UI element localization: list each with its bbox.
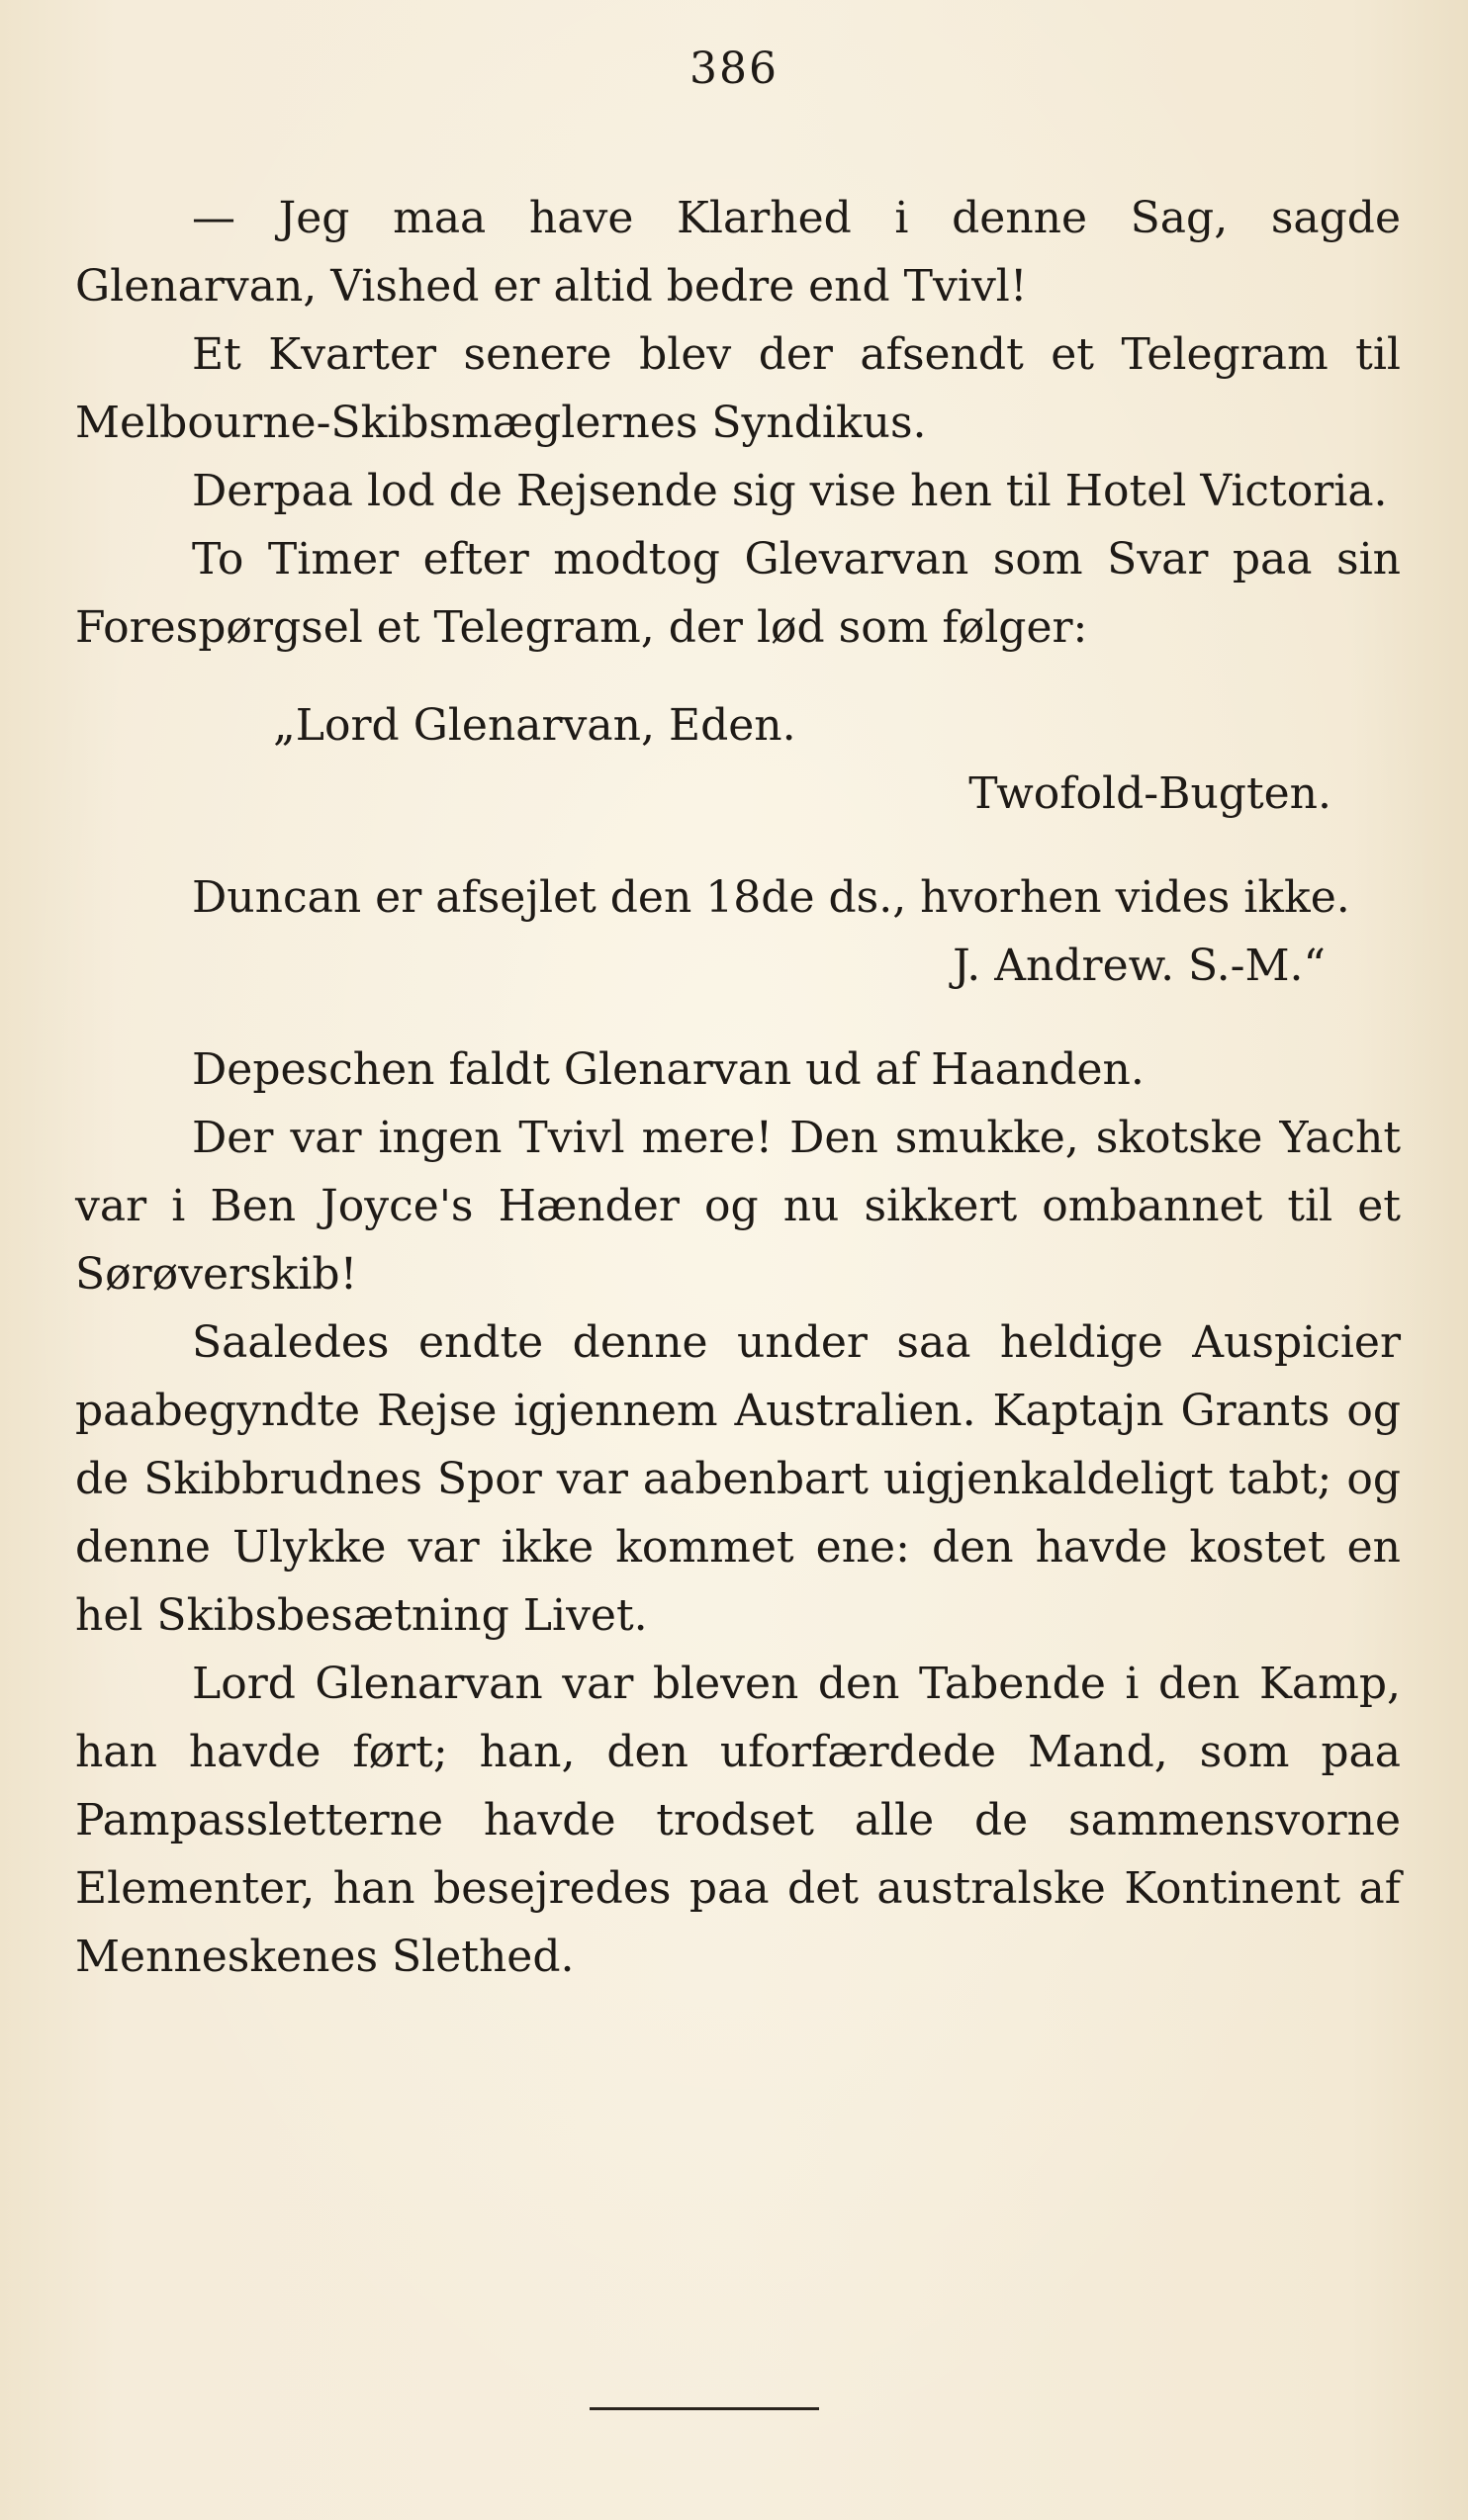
telegram-addressee: „Lord Glenarvan, Eden. bbox=[273, 700, 796, 751]
telegram-signature: J. Andrew. S.-M.“ bbox=[953, 941, 1326, 991]
telegram-message: Duncan er afsejlet den 18de ds., hvorhen vides ikke. bbox=[192, 872, 1350, 923]
end-rule bbox=[590, 2407, 819, 2410]
paragraph-8: Lord Glenarvan var bleven den Tabende i den Kamp, han havde ført; han, den uforfærdede Mand, som paa Pampassletterne havde trodset alle de sammensvorne Elementer, han besejredes paa det australske Kontinent af Menneskenes Slethed. bbox=[75, 1659, 1401, 1982]
paragraph-5: Depeschen faldt Glenarvan ud af Haanden. bbox=[192, 1044, 1145, 1095]
paragraph-6: Der var ingen Tvivl mere! Den smukke, skotske Yacht var i Ben Joyce's Hænder og nu sikkert ombannet til et Sørøverskib! bbox=[75, 1113, 1401, 1300]
paragraph-4: To Timer efter modtog Glevarvan som Svar paa sin Forespørgsel et Telegram, der lød som følger: bbox=[75, 534, 1401, 653]
paragraph-1: — Jeg maa have Klarhed i denne Sag, sagde Glenarvan, Vished er altid bedre end Tvivl! bbox=[75, 193, 1401, 312]
body-text bbox=[75, 184, 1401, 1991]
paragraph-7: Saaledes endte denne under saa heldige Auspicier paabegyndte Rejse igjennem Australien. Kaptajn Grants og de Skibbrudnes Spor var aabenbart uigjenkaldeligt tabt; og denne Ulykke var ikke kommet ene: den havde kostet en hel Skibsbesætning Livet. bbox=[75, 1317, 1401, 1641]
closing-section bbox=[75, 1035, 1401, 1991]
paragraph-2: Et Kvarter senere blev der afsendt et Telegram til Melbourne-Skibsmæglernes Syndikus. bbox=[75, 329, 1401, 448]
telegram-block bbox=[75, 691, 1401, 1000]
telegram-place: Twofold-Bugten. bbox=[968, 768, 1331, 819]
paragraph-3: Derpaa lod de Rejsende sig vise hen til Hotel Victoria. bbox=[192, 466, 1388, 516]
page-number: 386 bbox=[689, 44, 779, 94]
